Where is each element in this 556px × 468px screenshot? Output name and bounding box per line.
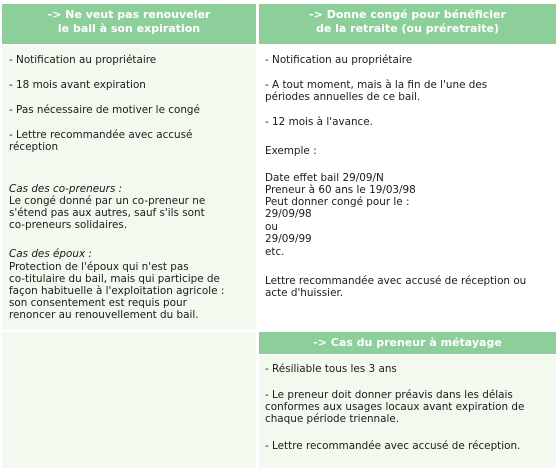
right-item-etc: etc.	[265, 246, 285, 258]
right-item-tout-moment: - A tout moment, mais à la fin de l'une des	[265, 79, 488, 91]
right-header-line-1: -> Donne congé pour bénéficier	[309, 8, 506, 21]
epoux-line-5: renoncer au renouvellement du bail.	[9, 309, 199, 321]
right-item-tout-moment-cont: périodes annuelles de ce bail.	[265, 91, 421, 103]
epoux-line-2: co-titulaire du bail, mais qui participe de	[9, 273, 220, 285]
metayage-item-lettre: - Lettre recommandée avec accusé de réception.	[265, 440, 521, 452]
metayage-item-resiliable: - Résiliable tous les 3 ans	[265, 363, 397, 375]
right-item-exemple: Exemple :	[265, 145, 317, 157]
right-header-line-2: de la retraite (ou préretraite)	[315, 22, 499, 35]
left-item-18-mois: - 18 mois avant expiration	[9, 79, 146, 91]
metayage-header-label: -> Cas du preneur à métayage	[313, 336, 502, 349]
right-item-peut-donner: Peut donner congé pour le :	[265, 196, 410, 208]
right-column-header	[259, 4, 556, 44]
right-item-lettre-cont: acte d'huissier.	[265, 287, 344, 299]
right-item-preneur: Preneur à 60 ans le 19/03/98	[265, 184, 416, 196]
left-item-lettre: - Lettre recommandée avec accusé	[9, 129, 193, 141]
right-item-12-mois: - 12 mois à l'avance.	[265, 116, 373, 128]
right-item-date-1: 29/09/98	[265, 208, 312, 220]
coprenurs-line-2: s'étend pas aux autres, sauf s'ils sont	[9, 207, 205, 219]
epoux-title: Cas des époux :	[9, 248, 92, 260]
right-item-ou: ou	[265, 221, 278, 233]
right-item-date-2: 29/09/99	[265, 233, 312, 245]
left-header-line-1: -> Ne veut pas renouveler	[47, 8, 211, 21]
left-column-header	[2, 4, 256, 44]
right-item-lettre: Lettre recommandée avec accusé de réception ou	[265, 275, 527, 287]
coprenurs-line-1: Le congé donné par un co-preneur ne	[9, 195, 206, 207]
metayage-item-preavis: - Le preneur doit donner préavis dans les délais	[265, 389, 513, 401]
metayage-item-preavis-cont-1: conformes aux usages locaux avant expiration de	[265, 401, 525, 413]
left-item-motiver: - Pas nécessaire de motiver le congé	[9, 104, 200, 116]
left-empty-cell	[2, 332, 256, 468]
right-item-date-effet: Date effet bail 29/09/N	[265, 172, 384, 184]
left-item-notification: - Notification au propriétaire	[9, 54, 157, 66]
left-header-line-2: le bail à son expiration	[57, 22, 201, 35]
epoux-line-1: Protection de l'époux qui n'est pas	[9, 261, 189, 273]
epoux-line-4: son consentement est requis pour	[9, 297, 187, 309]
metayage-header	[259, 332, 556, 354]
epoux-line-3: façon habituelle à l'exploitation agricole :	[9, 285, 225, 297]
left-item-lettre-cont: réception	[9, 141, 59, 153]
metayage-item-preavis-cont-2: chaque période triennale.	[265, 413, 400, 425]
coprenurs-line-3: co-preneurs solidaires.	[9, 219, 128, 231]
right-item-notification: - Notification au propriétaire	[265, 54, 413, 66]
coprenurs-title: Cas des co-preneurs :	[9, 183, 123, 195]
